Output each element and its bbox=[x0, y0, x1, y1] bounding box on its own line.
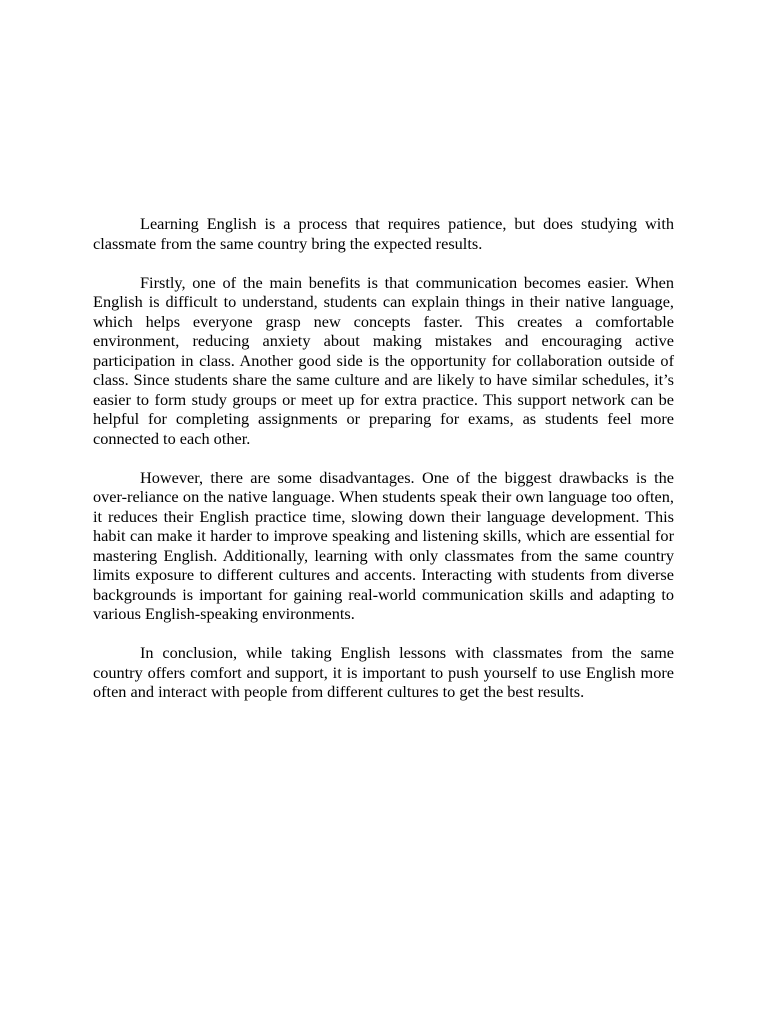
paragraph-disadvantages: However, there are some disadvantages. One of the biggest drawbacks is the over-reliance on the native language. When students speak their own language too often, it reduces their English practice time, slowing down their language development. This habit can make it harder to improve speaking and listening skills, which are essential for mastering English. Additionally, learning with only classmates from the same country limits exposure to different cultures and accents. Interacting with students from diverse backgrounds is important for gaining real-world communication skills and adapting to various English-speaking environments. bbox=[93, 467, 674, 623]
paragraph-conclusion: In conclusion, while taking English lessons with classmates from the same country offers comfort and support, it is important to push yourself to use English more often and interact with people from different cultures to get the best results. bbox=[93, 643, 674, 701]
paragraph-introduction: Learning English is a process that requires patience, but does studying with classmate from the same country bring the expected results. bbox=[93, 214, 674, 253]
essay-body bbox=[93, 214, 674, 702]
paragraph-advantages: Firstly, one of the main benefits is that communication becomes easier. When English is difficult to understand, students can explain things in their native language, which helps everyone grasp new concepts faster. This creates a comfortable environment, reducing anxiety about making mistakes and encouraging active participation in class. Another good side is the opportunity for collaboration outside of class. Since students share the same culture and are likely to have similar schedules, it’s easier to form study groups or meet up for extra practice. This support network can be helpful for completing assignments or preparing for exams, as students feel more connected to each other. bbox=[93, 272, 674, 448]
